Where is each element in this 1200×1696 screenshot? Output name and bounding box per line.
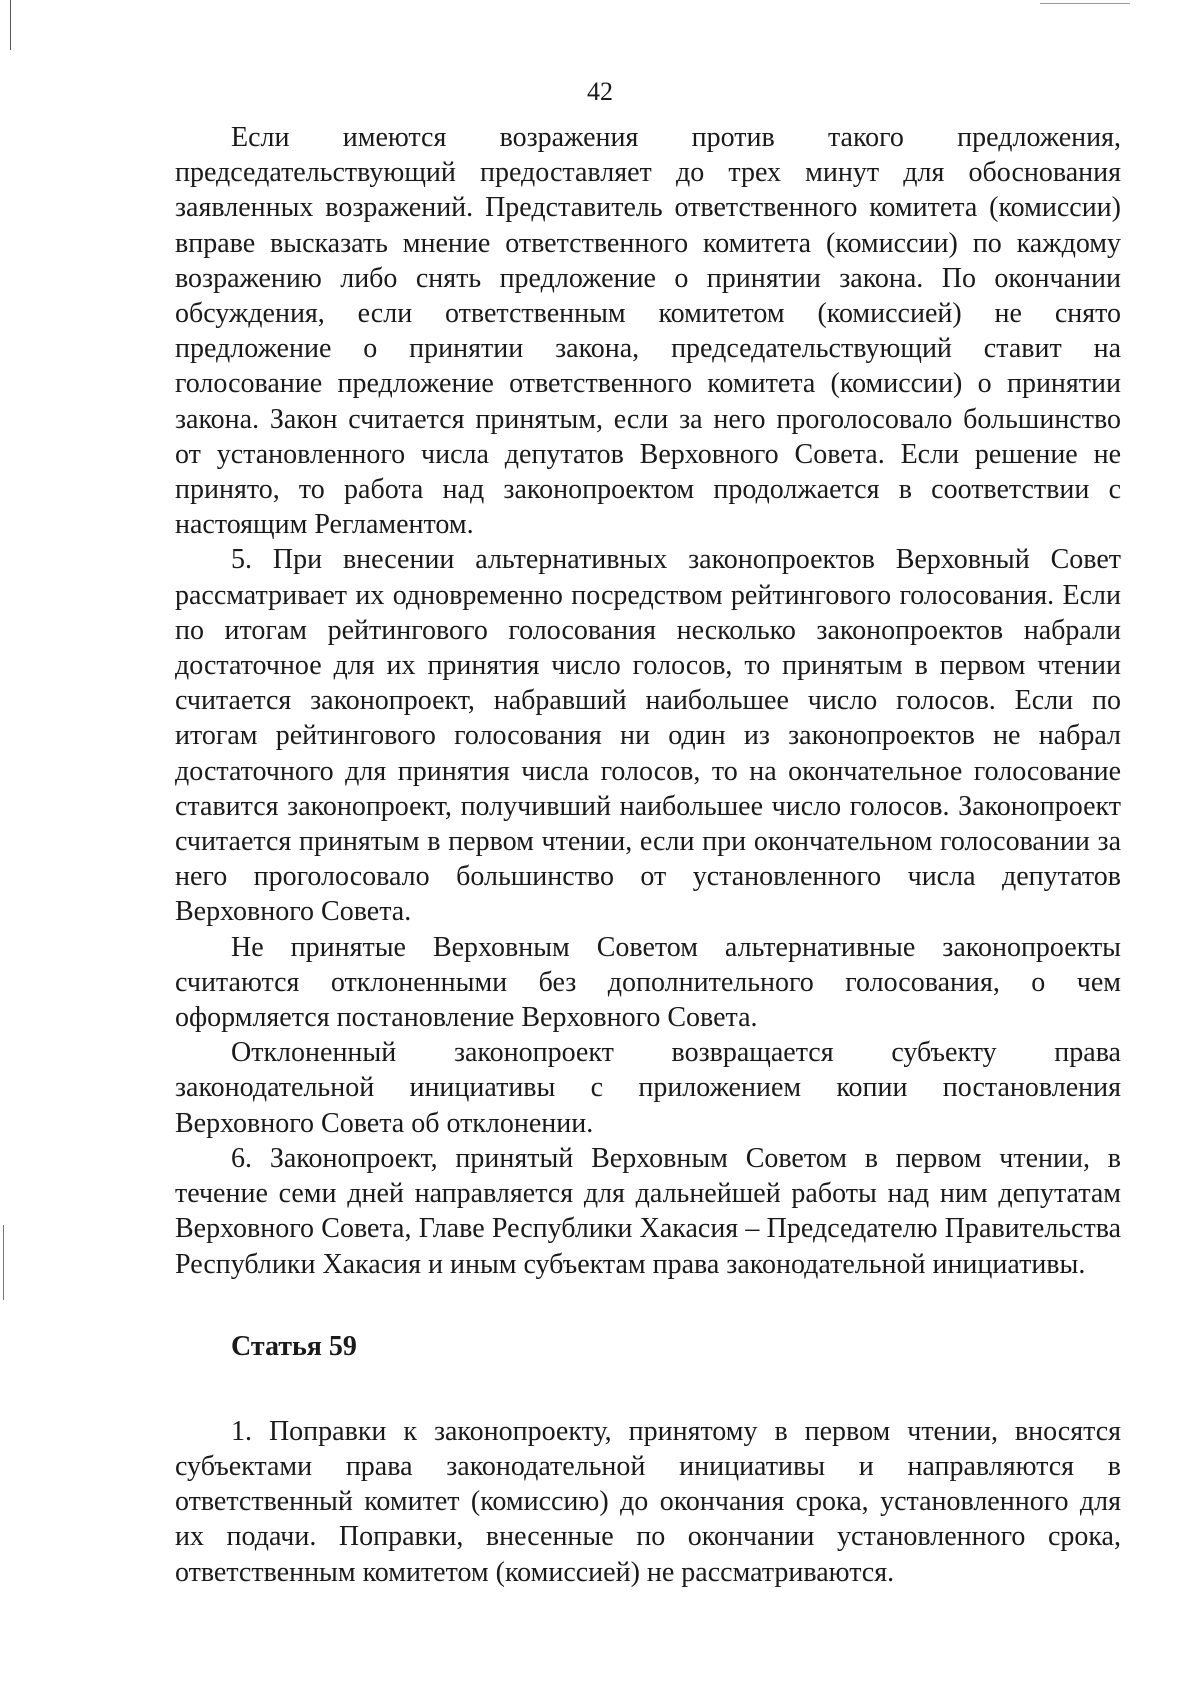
paragraph: 1. Поправки к законопроекту, принятому в первом чтении, вносятся субъектами права законодательной инициативы и направляются в ответственный комитет (комиссию) до окончания срока, установленного для их подачи. Поправки, внесенные по окончании установленного срока, ответственным комитетом (комиссией) не рассматриваются. bbox=[175, 1415, 1121, 1588]
paragraph: 6. Законопроект, принятый Верховным Советом в первом чтении, в течение семи дней направляется для дальнейшей работы над ним депутатам Верховного Совета, Главе Республики Хакасия – Председателю Правительства Республики Хакасия и иным субъектам права законодательной инициативы. bbox=[175, 1142, 1121, 1280]
page-number: 42 bbox=[587, 77, 613, 106]
document-body bbox=[175, 120, 1121, 1590]
paragraph: 5. При внесении альтернативных законопроектов Верховный Совет рассматривает их одновременно посредством рейтингового голосования. Если по итогам рейтингового голосования несколько законопроектов набрали достаточное для их принятия число голосов, то принятым в первом чтении считается законопроект, набравший наибольшее число голосов. Если по итогам рейтингового голосования ни один из законопроектов не набрал достаточного для принятия числа голосов, то на окончательное голосование ставится законопроект, получивший наибольшее число голосов. Законопроект считается принятым в первом чтении, если при окончательном голосовании за него проголосовало большинство от установленного числа депутатов Верховного Совета. bbox=[175, 544, 1121, 928]
scan-edge-mark bbox=[3, 1225, 4, 1300]
scan-edge-mark bbox=[1040, 3, 1130, 4]
paragraph: Не принятые Верховным Советом альтернативные законопроекты считаются отклоненными без дополнительного голосования, о чем оформляется постановление Верховного Совета. bbox=[175, 931, 1121, 1034]
paragraph: Отклоненный законопроект возвращается субъекту права законодательной инициативы с приложением копии постановления Верховного Совета об отклонении. bbox=[175, 1037, 1121, 1139]
scan-edge-mark bbox=[10, 0, 11, 50]
article-heading: Статья 59 bbox=[231, 1330, 357, 1362]
paragraph: Если имеются возражения против такого предложения, председательствующий предоставляет до трех минут для обоснования заявленных возражений. Представитель ответственного комитета (комиссии) вправе высказать мнение ответственного комитета (комиссии) по каждому возражению либо снять предложение о принятии закона. По окончании обсуждения, если ответственным комитетом (комиссией) не снято предложение о принятии закона, председательствующий ставит на голосование предложение ответственного комитета (комиссии) о принятии закона. Закон считается принятым, если за него проголосовало большинство от установленного числа депутатов Верховного Совета. Если решение не принято, то работа над законопроектом продолжается в соответствии с настоящим Регламентом. bbox=[175, 122, 1121, 541]
